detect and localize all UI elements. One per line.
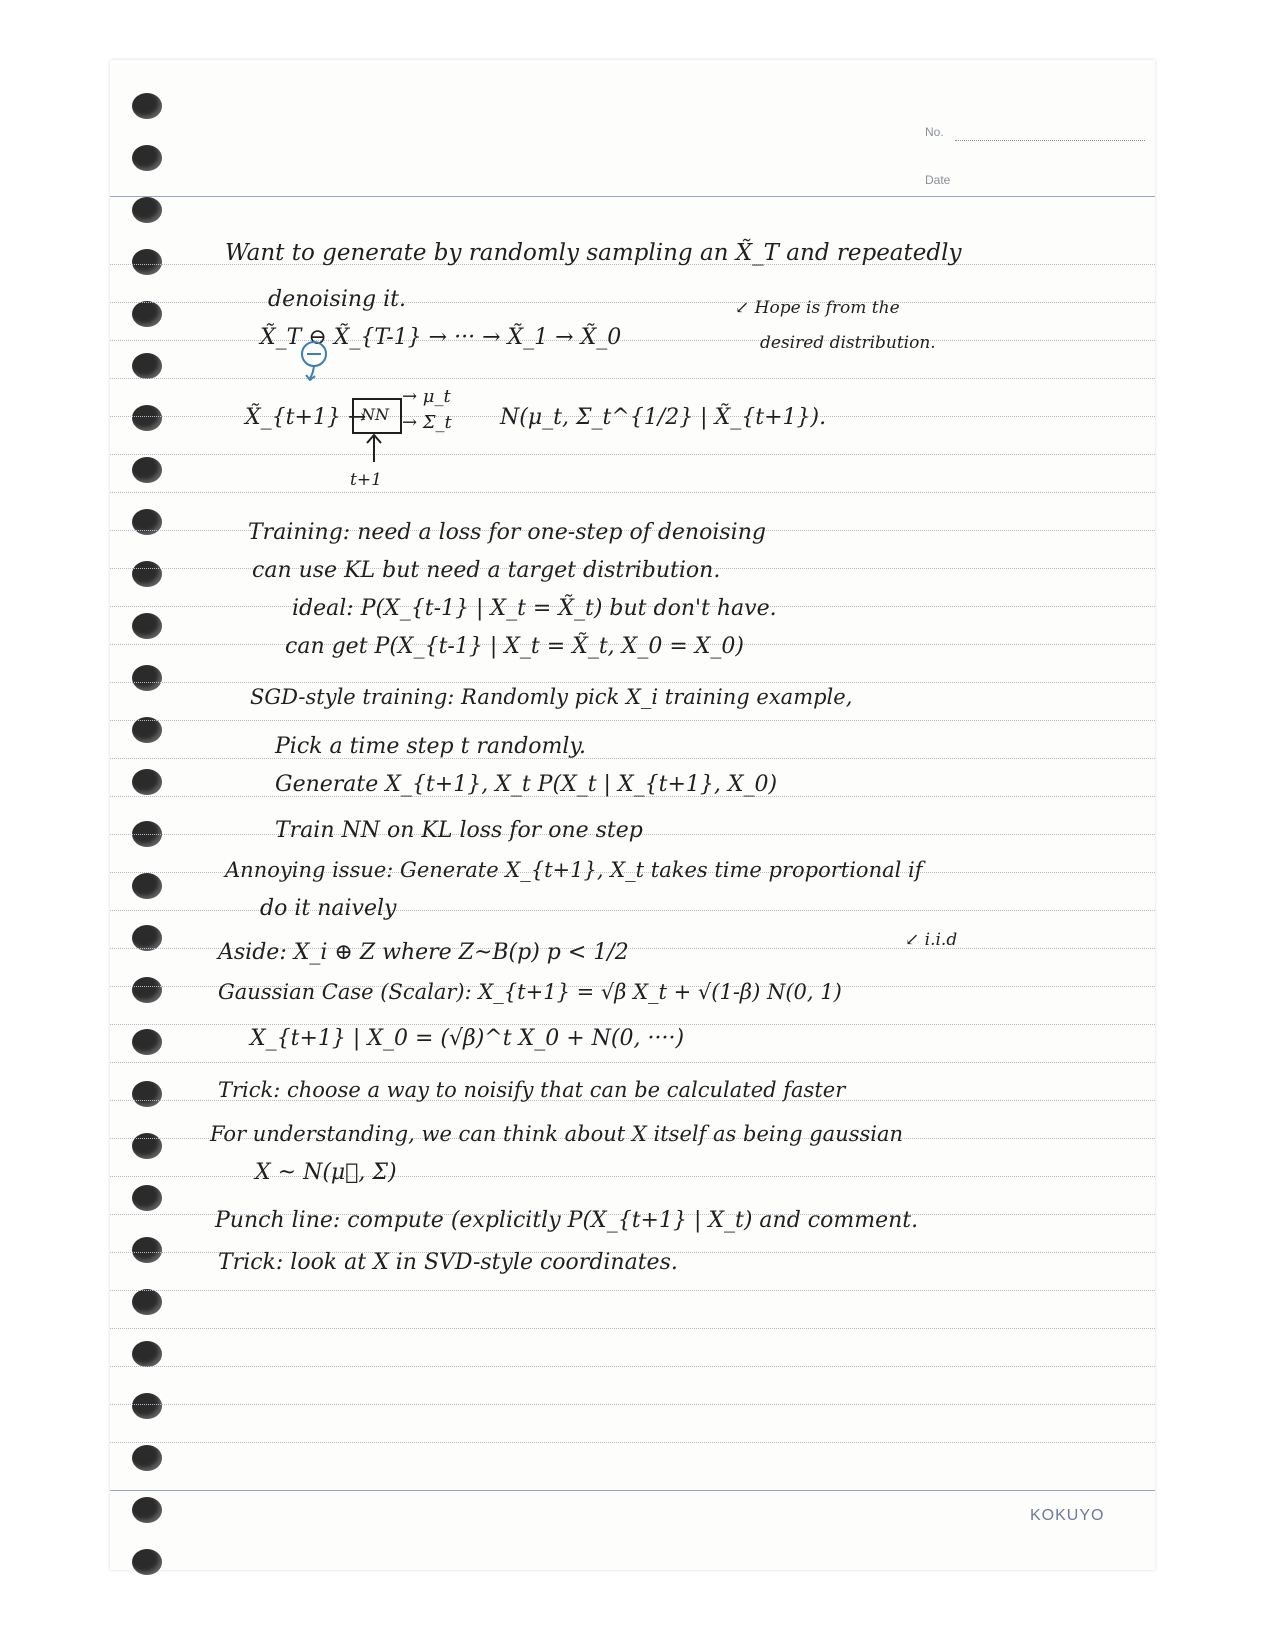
network-box-label: NN [361, 405, 389, 424]
note-annoying-1: Annoying issue: Generate X_{t+1}, X_t takes time proportional if [225, 858, 923, 882]
binder-hole [132, 1237, 162, 1263]
note-intro: Want to generate by randomly sampling an X̃_T and repeatedly [225, 240, 962, 266]
note-training-2: can use KL but need a target distribution. [252, 558, 721, 583]
binder-hole [132, 353, 162, 379]
binder-hole [132, 301, 162, 327]
note-punchline: Punch line: compute (explicitly P(X_{t+1} | X_t) and comment. [215, 1208, 919, 1233]
binder-hole [132, 93, 162, 119]
notebook-page [110, 60, 1155, 1570]
no-label: No. [925, 125, 944, 139]
note-pick: Pick a time step t randomly. [275, 734, 586, 759]
ruled-line [110, 1290, 1155, 1292]
note-x-distribution: X ~ N(μ⃗, Σ) [255, 1160, 397, 1185]
binder-hole [132, 769, 162, 795]
note-gaussian-2: X_{t+1} | X_0 = (√β)^t X_0 + N(0, ····) [250, 1026, 685, 1051]
note-chain-annotation-2: desired distribution. [760, 333, 936, 353]
note-training-1: Training: need a loss for one-step of denoising [248, 520, 766, 545]
binder-hole [132, 1081, 162, 1107]
binder-hole [132, 145, 162, 171]
binder-hole [132, 1289, 162, 1315]
network-input: X̃_{t+1} → [245, 405, 367, 430]
up-arrow-icon [362, 432, 386, 464]
network-box [352, 398, 402, 434]
binder-hole [132, 665, 162, 691]
binder-hole [132, 457, 162, 483]
header-rule [110, 196, 1155, 198]
binder-hole [132, 1445, 162, 1471]
no-line [955, 140, 1145, 141]
note-aside: Aside: X_i ⊕ Z where Z~B(p) p < 1/2 [218, 940, 629, 965]
ruled-line [110, 682, 1155, 684]
note-ideal: ideal: P(X_{t-1} | X_t = X̃_t) but don't have. [292, 596, 777, 621]
note-annoying-2: do it naively [260, 896, 397, 921]
binder-hole [132, 1341, 162, 1367]
ruled-line [110, 1366, 1155, 1368]
ruled-line [110, 1404, 1155, 1406]
footer-rule [110, 1490, 1155, 1492]
ruled-line [110, 378, 1155, 380]
binder-hole [132, 613, 162, 639]
binder-hole [132, 197, 162, 223]
note-iid: ↙ i.i.d [905, 930, 958, 950]
ruled-line [110, 1062, 1155, 1064]
binder-hole [132, 1497, 162, 1523]
ruled-line [110, 758, 1155, 760]
binder-hole [132, 1029, 162, 1055]
circled-minus-icon [296, 338, 336, 386]
ruled-line [110, 302, 1155, 304]
brand-logo: KOKUYO [1030, 1507, 1105, 1524]
binder-hole [132, 977, 162, 1003]
binder-hole [132, 1549, 162, 1575]
ruled-line [110, 454, 1155, 456]
ruled-line [110, 492, 1155, 494]
binder-hole [132, 873, 162, 899]
binder-hole [132, 249, 162, 275]
note-trick-1: Trick: choose a way to noisify that can be calculated faster [218, 1078, 846, 1102]
network-out-mu: → μ_t [402, 386, 451, 407]
note-generate: Generate X_{t+1}, X_t P(X_t | X_{t+1}, X_0) [275, 772, 778, 797]
ruled-line [110, 1328, 1155, 1330]
network-out-sigma: → Σ_t [402, 412, 452, 433]
note-train: Train NN on KL loss for one step [275, 818, 643, 843]
note-intro-cont: denoising it. [268, 287, 406, 312]
ruled-line [110, 1442, 1155, 1444]
note-can-get: can get P(X_{t-1} | X_t = X̃_t, X_0 = X_0) [285, 634, 744, 659]
binder-hole [132, 1185, 162, 1211]
note-understanding: For understanding, we can think about X itself as being gaussian [210, 1122, 904, 1146]
binder-hole [132, 561, 162, 587]
note-chain-annotation-1: ↙ Hope is from the [735, 298, 900, 318]
binder-hole [132, 405, 162, 431]
note-chain: X̃_T ⊖ X̃_{T-1} → ··· → X̃_1 → X̃_0 [260, 325, 622, 350]
binder-hole [132, 1393, 162, 1419]
network-time-input: t+1 [350, 470, 382, 490]
ruled-line [110, 720, 1155, 722]
note-gaussian: Gaussian Case (Scalar): X_{t+1} = √β X_t + √(1-β) N(0, 1) [218, 980, 842, 1004]
note-sgd: SGD-style training: Randomly pick X_i training example, [250, 685, 853, 709]
binder-hole [132, 1133, 162, 1159]
network-distribution: N(μ_t, Σ_t^{1/2} | X̃_{t+1}). [500, 405, 827, 430]
date-label: Date [925, 173, 951, 187]
note-trick-2: Trick: look at X in SVD-style coordinates. [218, 1250, 678, 1275]
